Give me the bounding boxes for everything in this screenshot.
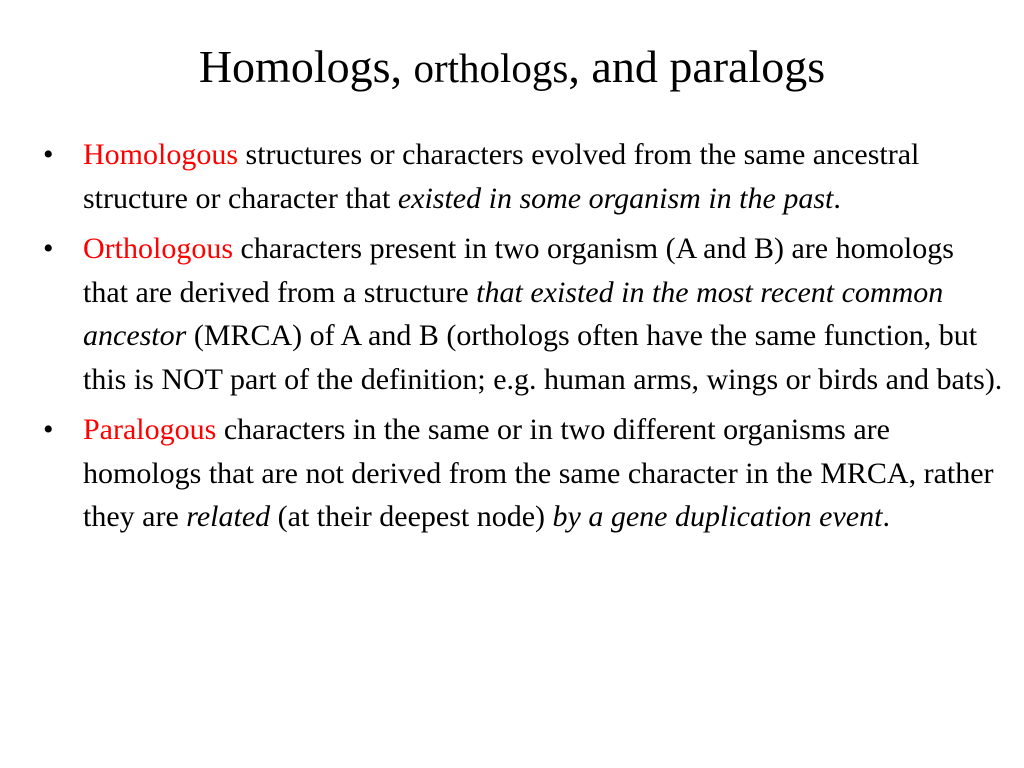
- bullet-dot-icon: •: [43, 413, 54, 446]
- bullet-text: characters in the same or in two different organisms are homologs that are not derived from the same character in the MRCA, rather they are: [83, 413, 994, 533]
- term-homologous: Homologous: [83, 138, 239, 171]
- bullet-italic-text: by a gene duplication event: [552, 500, 883, 533]
- bullet-dot-icon: •: [43, 138, 54, 171]
- bullet-italic-text: existed in some organism in the past: [397, 181, 834, 215]
- title-part-homologs: Homologs,: [198, 41, 414, 92]
- bullet-text: (MRCA) of A and B (orthologs often have the same function, but this is NOT part of the definition; e.g. human arms, wings or birds and bats).: [83, 319, 1003, 396]
- bullet-list: [43, 133, 1003, 546]
- bullet-orthologous: [43, 227, 1003, 401]
- bullet-text: .: [882, 500, 890, 533]
- bullet-text: structures or characters evolved from the same ancestral structure or character that: [83, 138, 920, 215]
- bullet-paralogous: [43, 408, 1003, 539]
- term-orthologous: Orthologous: [83, 232, 233, 265]
- bullet-dot-icon: •: [43, 232, 54, 265]
- bullet-italic-text: related: [186, 500, 271, 533]
- slide-title: [0, 40, 1024, 95]
- bullet-italic-text: that existed in the most recent common ancestor: [83, 275, 944, 352]
- bullet-homologous: [43, 133, 1003, 220]
- bullet-text: characters present in two organism (A and B) are homologs that are derived from a structure: [83, 232, 954, 309]
- bullet-text: .: [833, 181, 841, 215]
- title-part-paralogs: , and paralogs: [568, 41, 826, 92]
- term-paralogous: Paralogous: [83, 413, 217, 446]
- bullet-text: (at their deepest node): [270, 500, 553, 533]
- title-part-orthologs: orthologs: [413, 45, 569, 91]
